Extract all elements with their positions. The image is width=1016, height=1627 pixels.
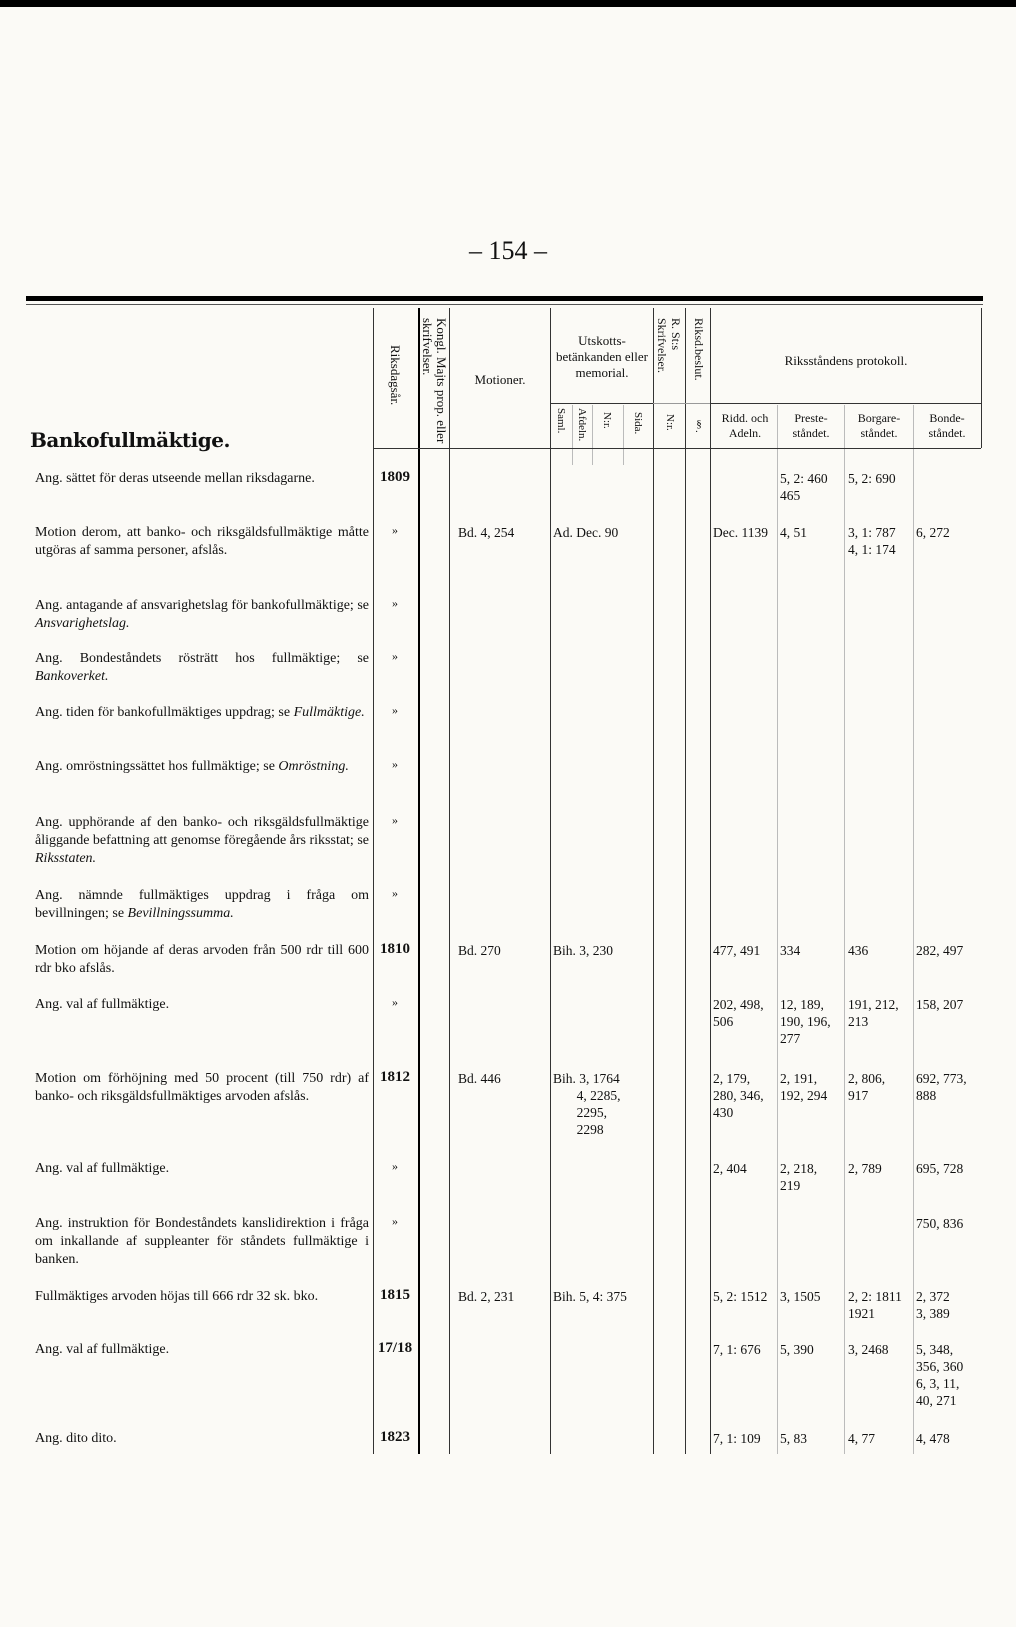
entry-year: » <box>392 995 398 1009</box>
entry-borgare-ref: 2, 806, 917 <box>848 1071 886 1103</box>
header-bottom-rule <box>373 448 981 449</box>
header-saml: Saml. <box>555 408 567 434</box>
entry-description <box>35 942 369 978</box>
entry-text: Ang. omröstningssättet hos fullmäktige; se <box>35 759 279 774</box>
header-motioner: Motioner. <box>474 372 526 387</box>
entry-text: Ang. val af fullmäktige. <box>35 997 170 1012</box>
entry-borgare-ref: 5, 2: 690 <box>848 471 896 486</box>
entry-motion-ref: Bd. 270 <box>458 943 501 958</box>
entry-text: Ang. Bondeståndets rösträtt hos fullmäktige; se <box>35 651 369 666</box>
entry-preste-ref: 12, 189, 190, 196, 277 <box>780 997 831 1046</box>
entry-ridd-ref: 2, 179, 280, 346, 430 <box>713 1071 764 1120</box>
header-utskott: Utskotts-betänkanden eller memorial. <box>555 333 649 380</box>
entry-description <box>35 704 369 722</box>
entry-text: Ang. nämnde fullmäktiges uppdrag i fråga om bevillningen; se <box>35 888 369 921</box>
entry-utskott-ref: Bih. 5, 4: 375 <box>553 1289 627 1304</box>
entry-bonde-ref: 6, 272 <box>916 525 950 540</box>
entry-ridd-ref: 7, 1: 676 <box>713 1342 761 1357</box>
header-bonde: Bonde-ståndet. <box>928 411 966 440</box>
entry-bonde-ref: 5, 348, 356, 360 6, 3, 11, 40, 271 <box>916 1342 964 1408</box>
entry-motion-ref: Bd. 4, 254 <box>458 525 515 540</box>
entry-borgare-ref: 436 <box>848 943 869 958</box>
entry-year: » <box>392 523 398 537</box>
entry-ridd-ref: 477, 491 <box>713 943 761 958</box>
entry-year: » <box>392 1214 398 1228</box>
entry-text: Motion om höjande af deras arvoden från 500 rdr till 600 rdr bko afslås. <box>35 943 369 976</box>
entry-year: » <box>392 757 398 771</box>
entry-year: » <box>392 649 398 663</box>
col-line-ridd-right <box>777 405 778 1454</box>
entry-description <box>35 814 369 868</box>
entry-year: 1823 <box>380 1429 410 1445</box>
entry-text: Motion derom, att banko- och riksgäldsfullmäktige måtte utgöras af samma personer, afslås. <box>35 525 369 558</box>
entry-preste-ref: 334 <box>780 943 801 958</box>
col-line-afdeln <box>592 405 593 465</box>
entry-year: 17/18 <box>377 1340 413 1356</box>
entry-preste-ref: 3, 1505 <box>780 1289 821 1304</box>
entry-bonde-ref: 4, 478 <box>916 1431 950 1446</box>
col-line-utskott-right <box>653 308 654 1454</box>
entry-reference: Bankoverket. <box>35 669 109 684</box>
entry-ridd-ref: 5, 2: 1512 <box>713 1289 768 1304</box>
entry-borgare-ref: 2, 2: 1811 1921 <box>848 1289 902 1321</box>
header-rskr: R. St:s Skrifvelser. <box>655 318 683 373</box>
header-ridd: Ridd. och Adeln. <box>721 411 769 440</box>
entry-description <box>35 758 369 776</box>
rskr-sub-rule <box>653 403 710 404</box>
col-line-right-edge <box>981 308 982 448</box>
entry-text: Ang. val af fullmäktige. <box>35 1161 170 1176</box>
header-sida: Sida. <box>632 412 644 435</box>
col-line-borgare-right <box>913 405 914 1454</box>
page-number: – 154 – <box>469 236 547 265</box>
entry-preste-ref: 2, 218, 219 <box>780 1161 818 1193</box>
entry-description <box>35 597 369 633</box>
entry-ridd-ref: 2, 404 <box>713 1161 747 1176</box>
entry-text: Ang. upphörande af den banko- och riksgäldsfullmäktige åliggande befattning att genomse föregående års riksstat; se <box>35 815 369 848</box>
header-riksd-paragraph: §. <box>693 418 705 433</box>
entry-bonde-ref: 695, 728 <box>916 1161 964 1176</box>
entry-utskott-ref: Bih. 3, 230 <box>553 943 614 958</box>
entry-motion-ref: Bd. 446 <box>458 1071 501 1086</box>
entry-reference: Ansvarighetslag. <box>35 616 130 631</box>
entry-year: 1812 <box>380 1069 410 1085</box>
entry-reference: Fullmäktige. <box>293 705 365 720</box>
entry-preste-ref: 2, 191, 192, 294 <box>780 1071 828 1103</box>
entry-text: Ang. instruktion för Bondeståndets kanslidirektion i fråga om inkallande af suppleanter för ståndets fullmäktige i banken. <box>35 1216 369 1267</box>
header-riksd-beslut: Riksd.beslut. <box>692 318 706 381</box>
entry-description <box>35 1160 369 1178</box>
entry-preste-ref: 5, 390 <box>780 1342 814 1357</box>
entry-ridd-ref: Dec. 1139 <box>713 525 768 540</box>
utskott-sub-rule <box>550 403 653 404</box>
header-riksdagsar: Riksdagsår. <box>388 345 403 406</box>
entry-bonde-ref: 692, 773, 888 <box>916 1071 967 1103</box>
entry-description <box>35 1341 369 1359</box>
entry-preste-ref: 5, 83 <box>780 1431 807 1446</box>
entry-bonde-ref: 750, 836 <box>916 1216 964 1231</box>
col-line-nr <box>623 405 624 465</box>
entry-utskott-ref: Ad. Dec. 90 <box>553 525 619 540</box>
col-line-kongl-right <box>449 308 450 1454</box>
entry-text: Ang. antagande af ansvarighetslag för bankofullmäktige; se <box>35 598 369 613</box>
header-borgare: Borgare-ståndet. <box>857 411 901 440</box>
section-title: Bankofullmäktige. <box>30 428 230 452</box>
entry-borgare-ref: 2, 789 <box>848 1161 882 1176</box>
entry-reference: Omröstning. <box>278 759 349 774</box>
entry-preste-ref: 4, 51 <box>780 525 807 540</box>
header-preste: Preste-ståndet. <box>792 411 830 440</box>
header-kongl: Kongl. Majts prop. eller skrifvelser. <box>420 318 449 444</box>
header-protokoll: Riksståndens protokoll. <box>784 353 908 368</box>
top-edge-bar <box>0 0 1016 7</box>
entry-ridd-ref: 202, 498, 506 <box>713 997 764 1029</box>
entry-text: Motion om förhöjning med 50 procent (till 750 rdr) af banko- och riksgäldsfullmäktiges arvoden afslås. <box>35 1071 369 1104</box>
entry-borgare-ref: 3, 2468 <box>848 1342 889 1357</box>
col-line-beslut-right <box>710 308 711 1454</box>
entry-borgare-ref: 191, 212, 213 <box>848 997 899 1029</box>
entry-borgare-ref: 4, 77 <box>848 1431 875 1446</box>
entry-reference: Riksstaten. <box>35 851 97 866</box>
entry-description <box>35 1288 369 1306</box>
entry-year: » <box>392 596 398 610</box>
entry-description <box>35 996 369 1014</box>
entry-description <box>35 470 369 488</box>
entry-year: 1815 <box>380 1287 410 1303</box>
entry-ridd-ref: 7, 1: 109 <box>713 1431 761 1446</box>
entry-year: » <box>392 886 398 900</box>
header-rule-thick <box>26 296 983 301</box>
entry-bonde-ref: 158, 207 <box>916 997 964 1012</box>
entry-year: » <box>392 1159 398 1173</box>
entry-motion-ref: Bd. 2, 231 <box>458 1289 515 1304</box>
col-line-year-right <box>418 308 420 1454</box>
entry-text: Ang. dito dito. <box>35 1431 117 1446</box>
protokoll-sub-rule <box>710 403 981 404</box>
entry-description <box>35 1070 369 1106</box>
entry-text: Ang. val af fullmäktige. <box>35 1342 170 1357</box>
entry-preste-ref: 5, 2: 460 465 <box>780 471 828 503</box>
entry-text: Fullmäktiges arvoden höjas till 666 rdr 32 sk. bko. <box>35 1289 319 1304</box>
entry-year: 1809 <box>380 469 410 485</box>
header-nr: N:r. <box>601 412 613 429</box>
header-rskr-nr: N:r. <box>664 414 676 431</box>
entry-year: » <box>392 813 398 827</box>
entry-utskott-ref: Bih. 3, 1764 4, 2285, 2295, 2298 <box>553 1071 621 1137</box>
entry-description <box>35 524 369 560</box>
entry-description <box>35 1215 369 1269</box>
entry-year: 1810 <box>380 941 410 957</box>
col-line-preste-right <box>844 405 845 1454</box>
col-line-rskr-right <box>685 308 686 1454</box>
entry-text: Ang. tiden för bankofullmäktiges uppdrag; se <box>35 705 294 720</box>
entry-reference: Bevillningssumma. <box>127 906 234 921</box>
col-line-saml <box>572 405 573 465</box>
entry-bonde-ref: 2, 372 3, 389 <box>916 1289 950 1321</box>
header-afdeln: Afdeln. <box>576 408 588 442</box>
entry-description <box>35 887 369 923</box>
entry-borgare-ref: 3, 1: 787 4, 1: 174 <box>848 525 896 557</box>
col-line-motioner-right <box>550 308 551 1454</box>
entry-description <box>35 650 369 686</box>
entry-year: » <box>392 703 398 717</box>
header-rule-thin <box>26 304 983 305</box>
entry-text: Ang. sättet för deras utseende mellan riksdagarne. <box>35 471 315 486</box>
entry-description <box>35 1430 369 1448</box>
entry-bonde-ref: 282, 497 <box>916 943 964 958</box>
